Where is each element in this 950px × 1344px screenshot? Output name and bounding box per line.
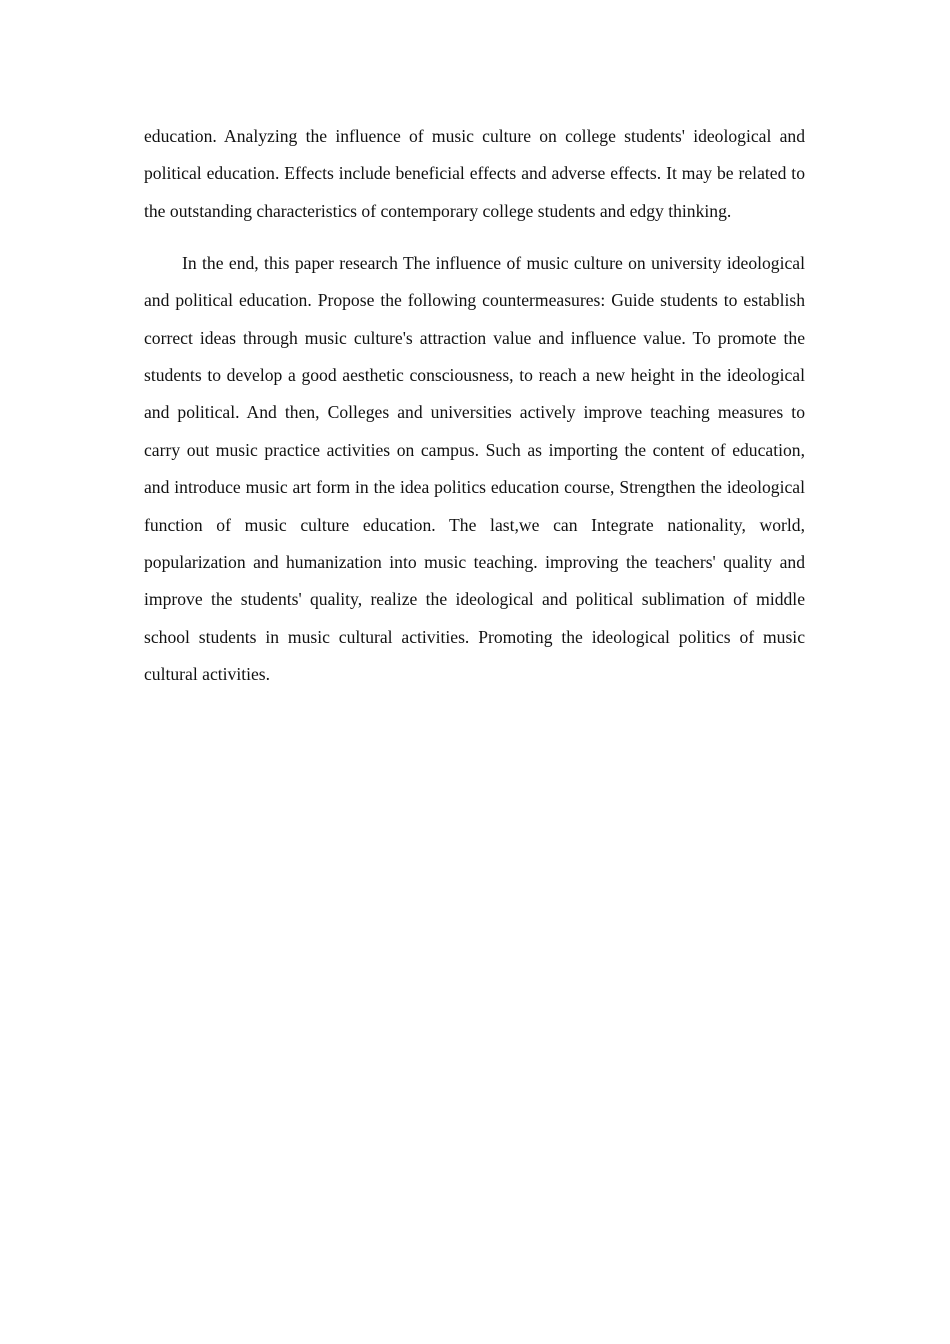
paragraph-countermeasures: In the end, this paper research The influence of music culture on university ideological and political education. Propose the following countermeasures: Guide students to establish correct ideas through music culture's attraction value and influence value. To promote the students to develop a good aesthetic consciousness, to reach a new height in the ideological and political. And then, Colleges and universities actively improve teaching measures to carry out music practice activities on campus. Such as importing the content of education, and introduce music art form in the idea politics education course, Strengthen the ideological function of music culture education. The last,we can Integrate nationality, world, popularization and humanization into music teaching. improving the teachers' quality and improve the students' quality, realize the ideological and political sublimation of middle school students in music cultural activities. Promoting the ideological politics of music cultural activities. — [144, 252, 805, 685]
body-text — [144, 118, 805, 694]
paragraph-continuation: education. Analyzing the influence of music culture on college students' ideological and political education. Effects include beneficial effects and adverse effects. It may be related to the outstanding characteristics of contemporary college students and edgy thinking. — [144, 126, 805, 221]
